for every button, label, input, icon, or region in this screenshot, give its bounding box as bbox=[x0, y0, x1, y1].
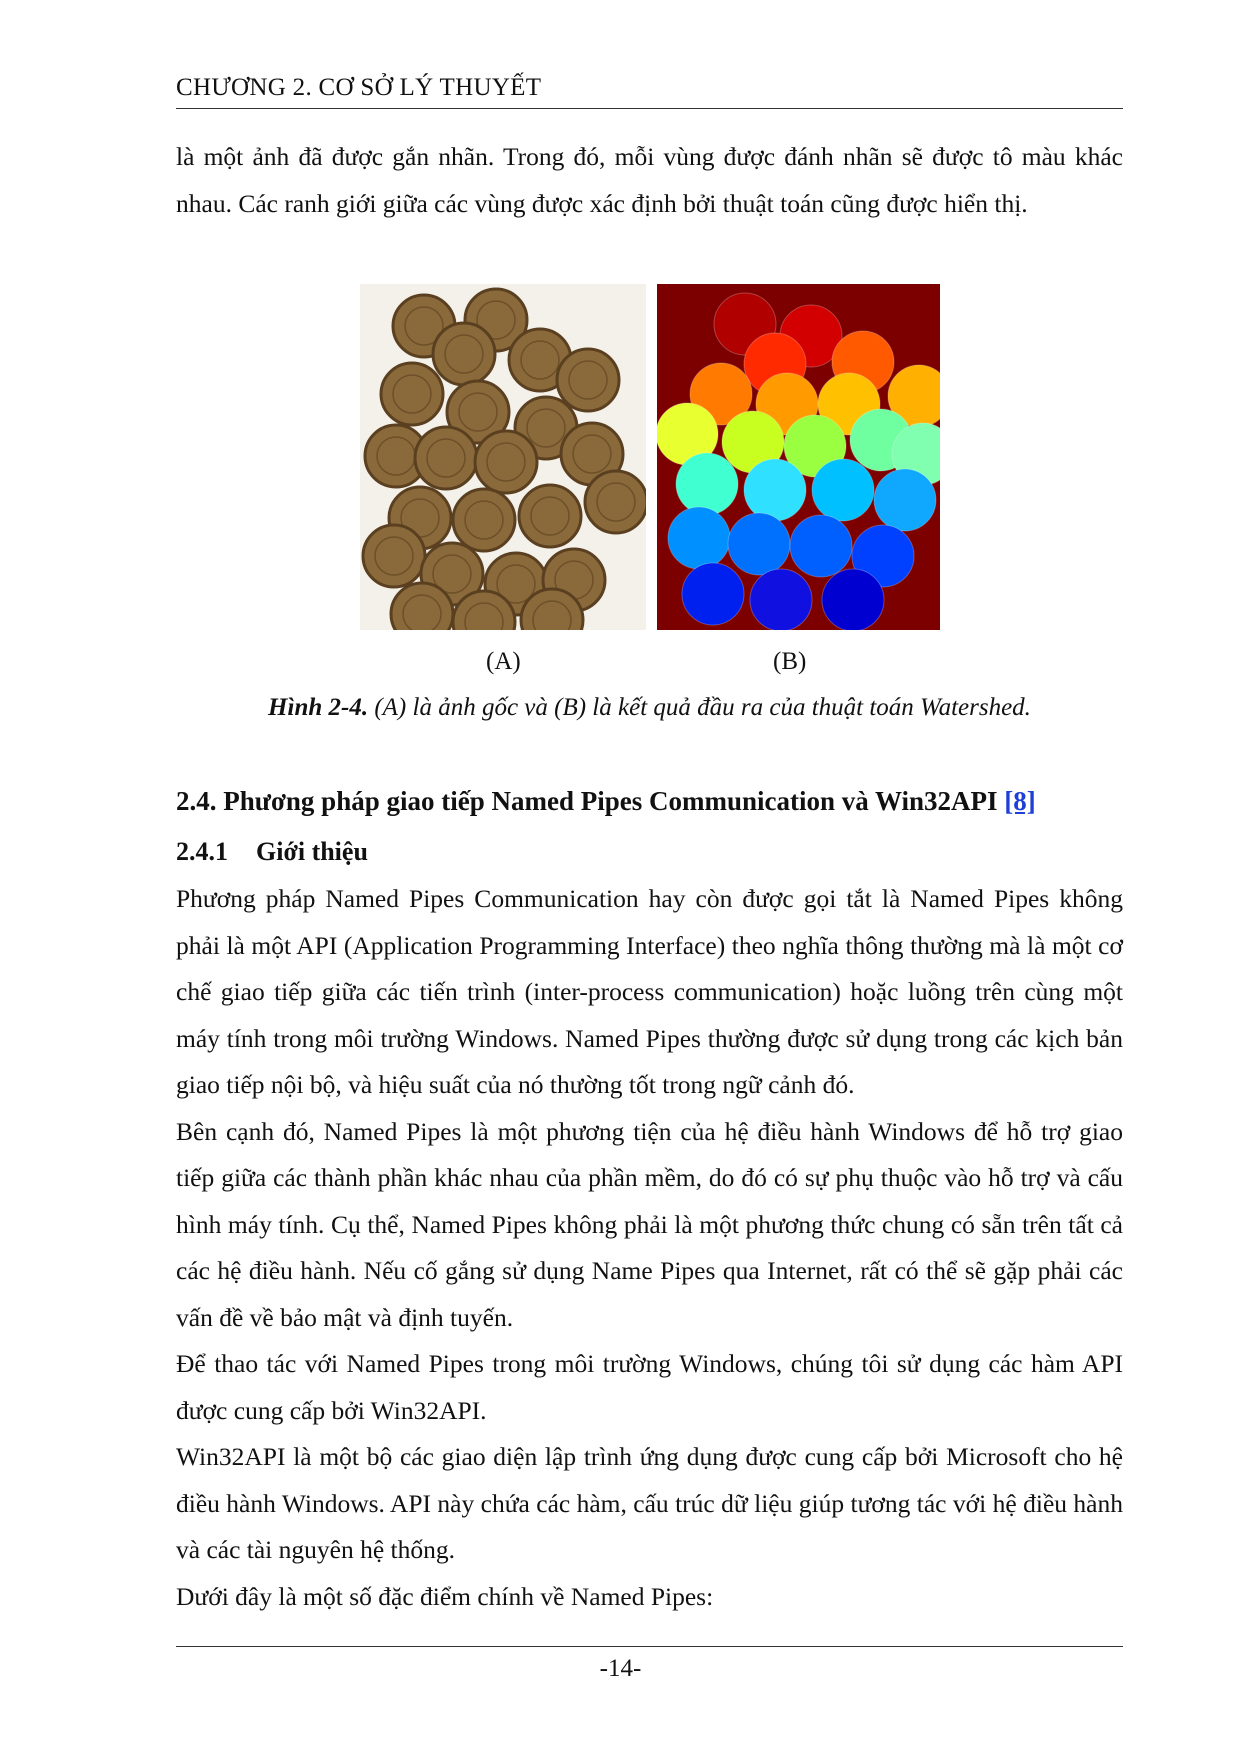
paragraph: Để thao tác với Named Pipes trong môi trường Windows, chúng tôi sử dụng các hàm API được cung cấp bởi Win32API. bbox=[176, 1349, 1123, 1425]
segment-region bbox=[750, 569, 812, 630]
subsection-heading bbox=[176, 837, 368, 867]
figure-caption bbox=[176, 694, 1123, 722]
segment-region bbox=[728, 513, 790, 575]
coin-shape bbox=[391, 583, 453, 630]
segment-region bbox=[790, 515, 852, 577]
coin-shape bbox=[415, 427, 477, 489]
segment-region bbox=[812, 459, 874, 521]
page-number: -14- bbox=[599, 1655, 642, 1682]
section-number: 2.4. bbox=[176, 786, 217, 816]
figure-label-a: (A) bbox=[486, 648, 521, 675]
coin-shape bbox=[433, 323, 495, 385]
figure-a-original-coins bbox=[360, 284, 646, 630]
coin-shape bbox=[519, 485, 581, 547]
coin-shape bbox=[381, 363, 443, 425]
caption-label: Hình 2-4. bbox=[268, 694, 369, 721]
intro-paragraph bbox=[176, 133, 1123, 227]
intro-text: là một ảnh đã được gắn nhãn. Trong đó, mỗi vùng được đánh nhãn sẽ được tô màu khác nhau. Các ranh giới giữa các vùng được xác định bởi thuật toán cũng được hiển thị. bbox=[176, 142, 1123, 218]
coin-shape bbox=[557, 349, 619, 411]
segment-region bbox=[822, 569, 884, 630]
coin-shape bbox=[453, 489, 515, 551]
body-text bbox=[176, 876, 1123, 1620]
coin-shape bbox=[475, 431, 537, 493]
segment-region bbox=[676, 453, 738, 515]
footer-divider bbox=[176, 1646, 1123, 1647]
section-reference-link[interactable]: [8] bbox=[1004, 786, 1036, 816]
subsection-number: 2.4.1 bbox=[176, 837, 228, 866]
header-divider bbox=[176, 108, 1123, 109]
section-title: Phương pháp giao tiếp Named Pipes Communication và Win32API bbox=[216, 786, 1005, 816]
segment-region bbox=[874, 469, 936, 531]
paragraph: Phương pháp Named Pipes Communication hay còn được gọi tắt là Named Pipes không phải là một API (Application Programming Interface) theo nghĩa thông thường mà là một cơ chế giao tiếp giữa các tiến trình (inter-process communication) hoặc luồng trên cùng một máy tính trong môi trường Windows. Named Pipes thường được sử dụng trong các kịch bản giao tiếp nội bộ, và hiệu suất của nó thường tốt trong ngữ cảnh đó. bbox=[176, 884, 1123, 1099]
coin-shape bbox=[363, 525, 425, 587]
coin-shape bbox=[585, 471, 646, 533]
chapter-header: CHƯƠNG 2. CƠ SỞ LÝ THUYẾT bbox=[176, 74, 542, 101]
caption-text: (A) là ảnh gốc và (B) là kết quả đầu ra của thuật toán Watershed. bbox=[368, 694, 1031, 721]
paragraph: Bên cạnh đó, Named Pipes là một phương tiện của hệ điều hành Windows để hỗ trợ giao tiếp giữa các thành phần khác nhau của phần mềm, do đó có sự phụ thuộc vào hỗ trợ và cấu hình máy tính. Cụ thể, Named Pipes không phải là một phương thức chung có sẵn trên tất cả các hệ điều hành. Nếu cố gắng sử dụng Name Pipes qua Internet, rất có thể sẽ gặp phải các vấn đề về bảo mật và định tuyến. bbox=[176, 1116, 1123, 1332]
figure-label-b: (B) bbox=[773, 648, 807, 675]
paragraph: Dưới đây là một số đặc điểm chính về Named Pipes: bbox=[176, 1581, 714, 1611]
figure-b-watershed-result bbox=[657, 284, 940, 630]
segment-region bbox=[668, 507, 730, 569]
segment-region bbox=[682, 563, 744, 625]
section-heading bbox=[176, 786, 1036, 817]
paragraph: Win32API là một bộ các giao diện lập trình ứng dụng được cung cấp bởi Microsoft cho hệ điều hành Windows. API này chứa các hàm, cấu trúc dữ liệu giúp tương tác với hệ điều hành và các tài nguyên hệ thống. bbox=[176, 1442, 1123, 1564]
subsection-title: Giới thiệu bbox=[256, 837, 368, 866]
segment-region bbox=[744, 459, 806, 521]
